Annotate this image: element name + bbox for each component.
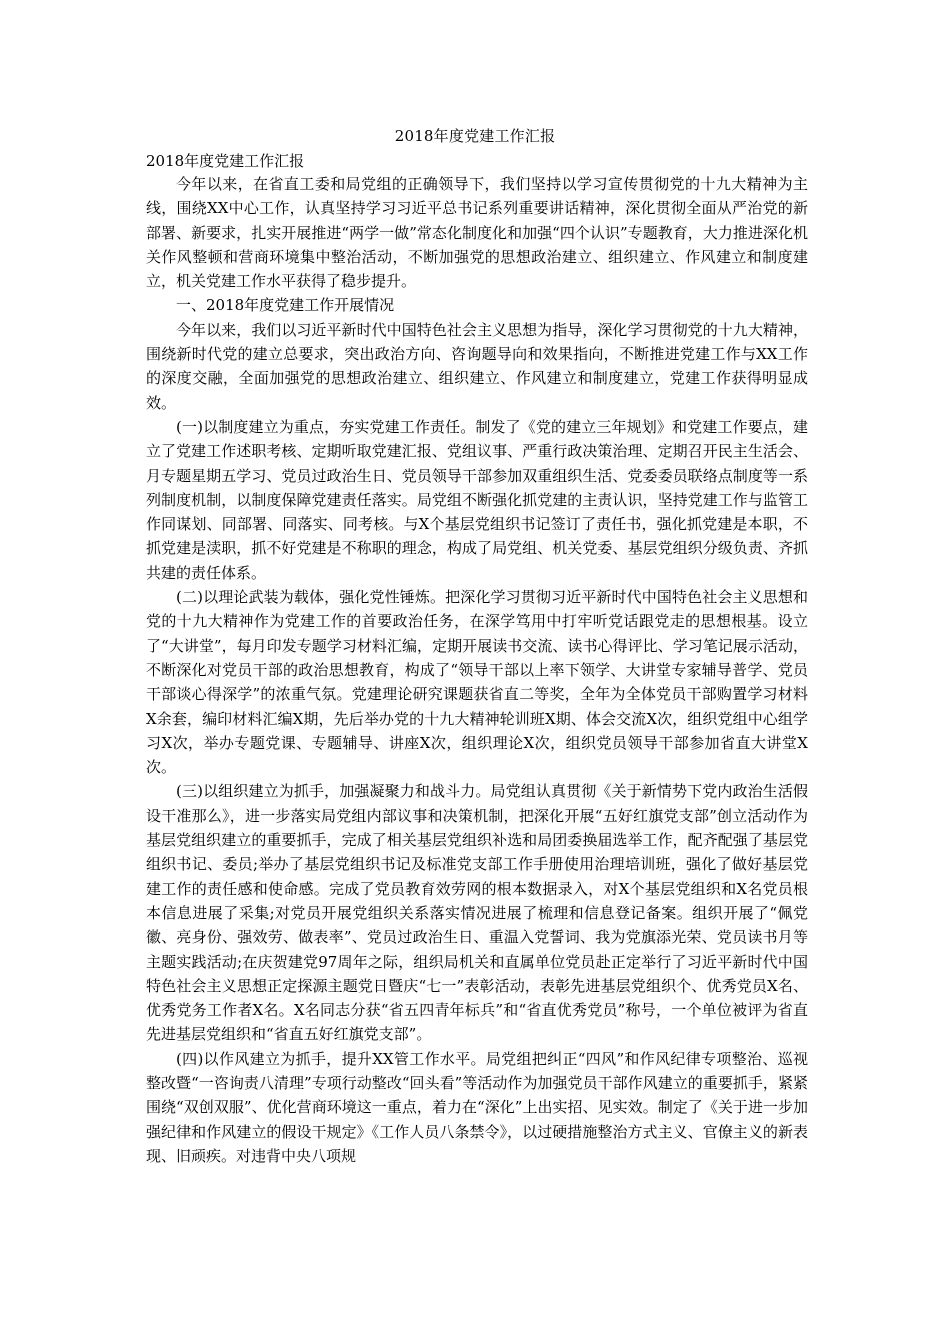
item-three-paragraph: (三)以组织建立为抓手，加强凝聚力和战斗力。局党组认真贯彻《关于新情势下党内政治生活假设干准那么》，进一步落实局党组内部议事和决策机制，把深化开展“五好红旗党支部”创立活动作为基层党组织建立的重要抓手，完成了相关基层党组织补选和局团委换届选举工作，配齐配强了基层党组织书记、委员;举办了基层党组织书记及标准党支部工作手册使用治理培训班，强化了做好基层党建工作的责任感和使命感。完成了党员教育效劳网的根本数据录入，对X个基层党组织和X名党员根本信息进展了采集;对党员开展党组织关系落实情况进展了梳理和信息登记备案。组织开展了“佩党徽、亮身份、强效劳、做表率”、党员过政治生日、重温入党誓词、我为党旗添光荣、党员读书月等主题实践活动;在庆贺建党97周年之际，组织局机关和直属单位党员赴正定举行了习近平新时代中国特色社会主义思想正定探源主题党日暨庆“七一”表彰活动，表彰先进基层党组织个、优秀党员X名、优秀党务工作者X名。X名同志分获“省五四青年标兵”和“省直优秀党员”称号，一个单位被评为省直先进基层党组织和“省直五好红旗党支部”。 [146,782,808,1044]
section-heading: 一、2018年度党建工作开展情况 [176,296,395,315]
item-two-paragraph: (二)以理论武装为载体，强化党性锤炼。把深化学习贯彻习近平新时代中国特色社会主义思想和党的十九大精神作为党建工作的首要政治任务，在深学笃用中打牢听党话跟党走的思想根基。设立了“大讲堂”，每月印发专题学习材料汇编，定期开展读书交流、读书心得评比、学习笔记展示活动，不断深化对党员干部的政治思想教育，构成了“领导干部以上率下领学、大讲堂专家辅导普学、党员干部谈心得深学”的浓重气氛。党建理论研究课题获省直二等奖，全年为全体党员干部购置学习材料X余套，编印材料汇编X期，先后举办党的十九大精神轮训班X期、体会交流X次，组织党组中心组学习X次，举办专题党课、专题辅导、讲座X次，组织理论X次，组织党员领导干部参加省直大讲堂X次。 [146,588,808,777]
document-title: 2018年度党建工作汇报 [394,127,556,145]
overview-paragraph: 今年以来，我们以习近平新时代中国特色社会主义思想为指导，深化学习贯彻党的十九大精神，围绕新时代党的建立总要求，突出政治方向、咨询题导向和效果指向，不断推进党建工作与XX工作的深度交融，全面加强党的思想政治建立、组织建立、作风建立和制度建立，党建工作获得明显成效。 [146,320,808,412]
document-body [146,172,808,1168]
intro-paragraph: 今年以来，在省直工委和局党组的正确领导下，我们坚持以学习宣传贯彻党的十九大精神为主线，围绕XX中心工作，认真坚持学习习近平总书记系列重要讲话精神，深化贯彻全面从严治党的新部署、新要求，扎实开展推进“两学一做”常态化制度化和加强“四个认识”专题教育，大力推进深化机关作风整顿和营商环境集中整治活动，不断加强党的思想政治建立、组织建立、作风建立和制度建立，机关党建工作水平获得了稳步提升。 [146,175,808,291]
document-subtitle: 2018年度党建工作汇报 [146,152,305,170]
item-four-paragraph: (四)以作风建立为抓手，提升XX管工作水平。局党组把纠正“四风”和作风纪律专项整治、巡视整改暨“一咨询责八清理”专项行动整改“回头看”等活动作为加强党员干部作风建立的重要抓手，紧紧围绕“双创双服”、优化营商环境这一重点，着力在“深化”上出实招、见实效。制定了《关于进一步加强纪律和作风建立的假设干规定》《工作人员八条禁令》，以过硬措施整治方式主义、官僚主义的新表现、旧顽疾。对违背中央八项规 [146,1049,808,1165]
item-one-paragraph: (一)以制度建立为重点，夯实党建工作责任。制发了《党的建立三年规划》和党建工作要点，建立了党建工作述职考核、定期听取党建汇报、党组议事、严重行政决策治理、定期召开民主生活会、月专题星期五学习、党员过政治生日、党员领导干部参加双重组织生活、党委委员联络点制度等一系列制度机制，以制度保障党建责任落实。局党组不断强化抓党建的主责认识，坚持党建工作与监管工作同谋划、同部署、同落实、同考核。与X个基层党组织书记签订了责任书，强化抓党建是本职，不抓党建是渎职，抓不好党建是不称职的理念，构成了局党组、机关党委、基层党组织分级负责、齐抓共建的责任体系。 [146,417,808,582]
